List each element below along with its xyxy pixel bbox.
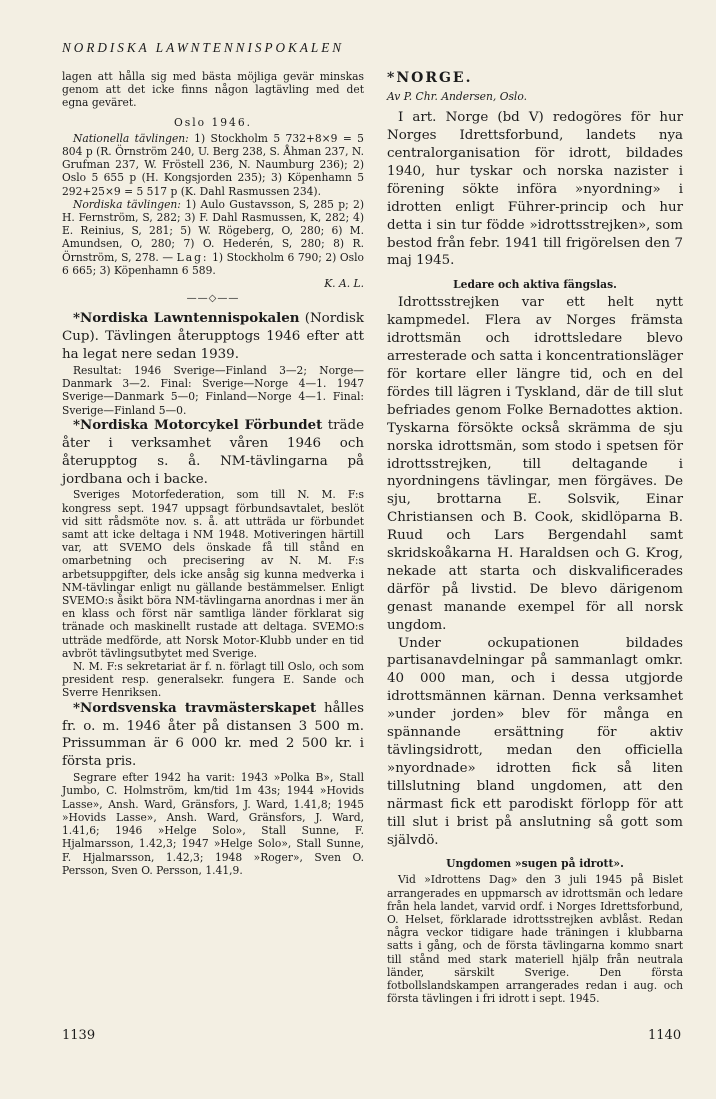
norge-paragraph-4: Vid »Idrottens Dag» den 3 juli 1945 på Bislet arrangerades en uppmarsch av idrottsmän och ledare från hela landet, varvid ordf. i Norges Idrettsforbund, O. Helset, förklarade idrottsstrejken avblåst. Redan några veckor tidigare hade träningen i klubbarna satts i gång, och de första tävlingarna kommo snart till stånd med stark materiell hjälp från neutrala länder, särskilt Sverige. Den första fotbollslandskampen arrangerades redan i aug. och första tävlingen i fri idrott i sept. 1945. [387,873,683,1006]
norge-paragraph-2: Idrottsstrejken var ett helt nytt kampmedel. Flera av Norges främsta idrottsmän och idrottsledare blevo arresterade och satta i koncentrationsläger för kortare eller längre tid, och en del fördes till lägren i Tyskland, där de till slut befriades genom Folke Bernadottes aktion. Tyskarna försökte också skrämma de sju norska idrottsmän, som stodo i spetsen för idrottsstrejken, till deltagande i nyordningens tävlingar, men förgäves. De sju, brottarna E. Solsvik, Einar Christiansen och B. Cook, skidlöparna B. Ruud och Lars Bergendahl samt skridskoåkarna H. Haraldsen och G. Krog, nekade att starta och diskvalificerades därför på livstid. De blevo därigenom genast manande exempel för all norsk ungdom. [387,295,683,633]
signature [62,277,364,290]
byline: Av P. Chr. Andersen, Oslo. [387,90,527,103]
lawn-tennis-entry [62,310,364,364]
national-results [62,132,364,198]
motorcycle-text: träde åter i verksamhet våren 1946 och återupptog s. å. NM-tävlingarna på jordbana och i backe. [62,417,364,487]
left-column [62,70,364,877]
national-label: Nationella tävlingen: [73,131,189,145]
national-text: 1) Stockholm 5 732+8×9 = 5 804 p (R. Örnström 240, U. Berg 238, S. Åhman 237, N. Grufman 237, W. Fröstell 236, N. Naumburg 236); 2) Oslo 5 655 p (H. Kongsjorden 235); 3) Köpenhamn 5 292+25×9 = 5 517 p (K. Dahl Rasmussen 234). [62,131,364,198]
norge-title: *NORGE. [387,70,473,86]
nordic-label: Nordiska tävlingen: [73,197,181,211]
motorcycle-entry [62,417,364,489]
trotting-text: hålles fr. o. m. 1946 åter på distansen 3 500 m. Prissumman är 6 000 kr. med 2 500 kr. i första pris. [62,700,364,770]
oslo-heading: Oslo 1946. [173,115,253,129]
page-number-right: 1140 [648,1028,682,1043]
tennis-results: Resultat: 1946 Sverige—Finland 3—2; Norge—Danmark 3—2. Final: Sverige—Norge 4—1. 1947 Sverige—Danmark 5—0; Finland—Norge 4—1. Final: Sverige—Finland 5—0. [62,363,364,417]
lawn-tennis-text: (Nordisk Cup). Tävlingen återupptogs 1946 efter att ha legat nere sedan 1939. [62,311,364,363]
signature-text: K. A. L. [324,277,364,291]
running-title: NORDISKA LAWNTENNISPOKALEN [62,40,345,55]
lawn-tennis-title: *Nordiska Lawntennispokalen [73,310,300,327]
team-text: 1) Stockholm 6 790; 2) Oslo 6 665; 3) Köpenhamn 6 589. [62,250,364,277]
team-label: Lag: [176,250,209,264]
motorcycle-title: *Nordiska Motorcykel Förbundet [73,416,323,433]
norge-paragraph-3: Under ockupationen bildades partisanavdelningar på sammanlagt omkr. 40 000 man, och i dessa utgjorde idrottsmännen kärnan. Denna verksamhet »under jorden» blev för många en spännande ersättning för aktiv tävlingsidrott, medan den officiella »nyordnade» idrotten fick så liten tillslutning bland ungdomen, att den närmast fick ett parodiskt förlopp för att till slut i brist på anslutning så gott som självdö. [387,635,683,848]
subheading-leaders: Ledare och aktiva fängslas. [453,278,617,292]
subheading-youth: Ungdomen »sugen på idrott». [446,857,624,871]
motorcycle-secretariat: N. M. F:s sekretariat är f. n. förlagt till Oslo, och som president resp. generalsekr. fungera E. Sande och Sverre Henriksen. [62,660,364,700]
nordic-results [62,198,364,277]
right-column [387,70,683,1005]
motorcycle-details: Sveriges Motorfederation, som till N. M. F:s kongress sept. 1947 uppsagt förbundsavtalet, beslöt vid sitt rådsmöte nov. s. å. att utträda ur förbundet samt att icke deltaga i NM 1948. Motiveringen härtill var, att SVEMO dels önskade få till stånd en omarbetning och precisering av N. M. F:s arbetsuppgifter, dels icke ansåg sig kunna medverka i NM-tävlingar enligt nu gällande bestämmelser. Enligt SVEMO:s åsikt böra NM-tävlingarna anordnas i mer än en klass och först när samtliga länder förklarat sig tränade och maskinellt rustade att deltaga. SVEMO:s utträde medförde, att Norsk Motor-Klubb under en tid avbröt tävlingsutbytet med Sverige. [62,488,364,660]
page-number-left: 1139 [62,1028,96,1043]
section-divider: ——◇—— [186,293,240,305]
trotting-entry [62,700,364,772]
trotting-winners: Segrare efter 1942 ha varit: 1943 »Polka B», Stall Jumbo, C. Holmström, km/tid 1m 43s; 1944 »Hovids Lasse», Ansh. Ward, Gränsfors, J. Ward, 1.41,8; 1945 »Hovids Lasse», Ansh. Ward, Gränsfors, J. Ward, 1.41,6; 1946 »Helge Solo», Stall Sunne, F. Hjalmarsson, 1.42,3; 1947 »Helge Solo», Stall Sunne, F. Hjalmarsson, 1.42,3; 1948 »Roger», Sven O. Persson, Sven O. Persson, 1.41,9. [62,771,364,877]
trotting-title: *Nordsvenska travmästerskapet [73,699,317,716]
nordic-text: 1) Aulo Gustavsson, S, 285 p; 2) H. Fernström, S, 282; 3) F. Dahl Rasmussen, K, 282; 4) E. Reinius, S, 281; 5) W. Rögeberg, O, 280; 6) M. Amundsen, O, 280; 7) O. Hederén, S, 280; 8) R. Örnström, S, 278. — [62,197,364,264]
intro-paragraph: lagen att hålla sig med bästa möjliga gevär minskas genom att det icke finns någon lagtävling med det egna geväret. [62,70,364,110]
norge-paragraph-1: I art. Norge (bd V) redogöres för hur Norges Idrettsforbund, landets nya centralorganisation för idrott, bildades 1940, hur tyskar och norska nazister i förening sökte införa »nyordning» i idrotten enligt Führer-princip och hur detta i sin tur födde »idrottsstrejken», som bestod från febr. 1941 till frigörelsen den 7 maj 1945. [387,110,683,269]
